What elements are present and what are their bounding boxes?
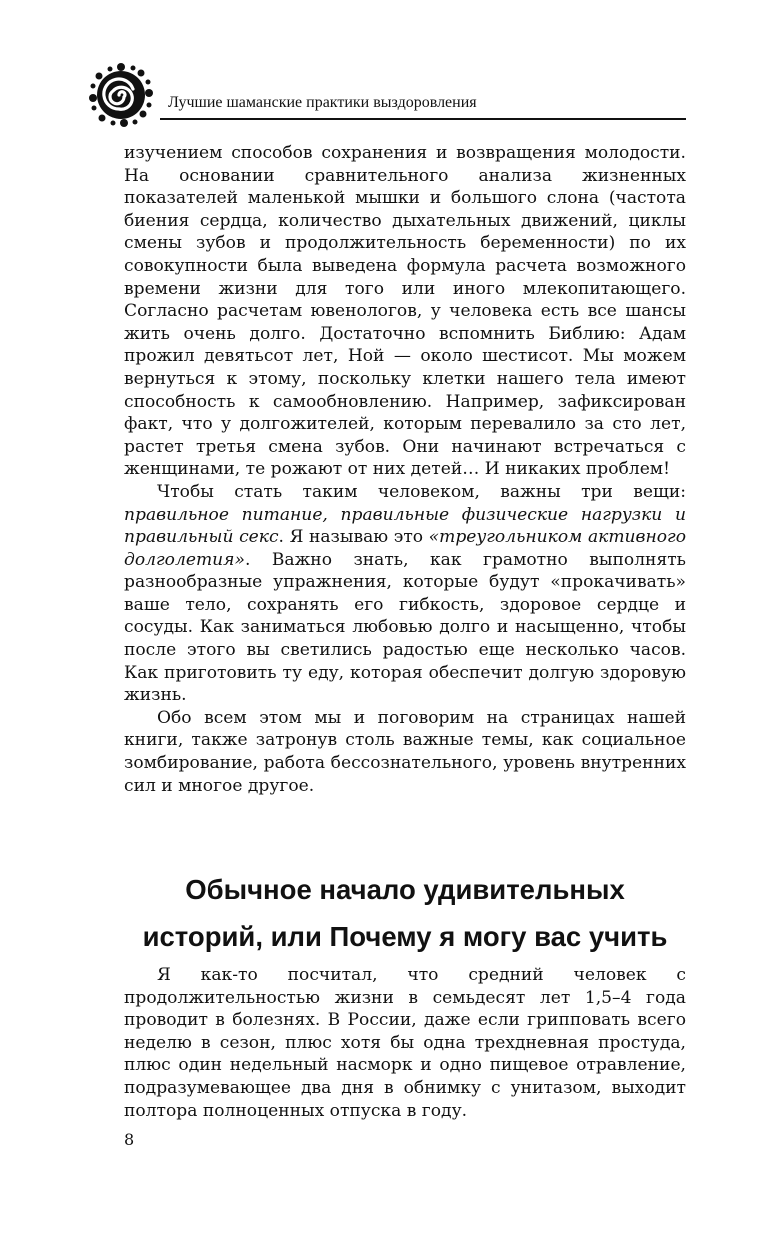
paragraph bbox=[124, 707, 686, 797]
text-run: Чтобы стать таким человеком, важны три вещи: bbox=[157, 481, 686, 502]
emphasis-text: правильное питание, правильные физические нагрузки и правильный секс bbox=[124, 504, 686, 548]
running-head: Лучшие шаманские практики выздоровления bbox=[168, 94, 477, 111]
text-run: изучением способов сохранения и возвращения молодости. На основании сравнительного анализа жизненных показателей маленькой мышки и большого слона (частота биения сердца, количество дыхательных движений, циклы смены зубов и продолжительность беременности) по их совокупности была выведена формула расчета возможного времени жизни для того или иного млекопитающего. Согласно расчетам ювенологов, у человека есть все шансы жить очень долго. Достаточно вспомнить Библию: Адам прожил девятьсот лет, Ной — около шестисот. Мы можем вернуться к этому, поскольку клетки нашего тела имеют способность к самообновлению. Например, зафиксирован факт, что у долгожителей, которым перевалило за сто лет, растет третья смена зубов. Они начинают встречаться с женщинами, те рожают от них детей… И никаких проблем! bbox=[124, 143, 686, 480]
section-body-text bbox=[124, 964, 686, 1122]
page-number: 8 bbox=[124, 1130, 135, 1149]
paragraph bbox=[124, 964, 686, 1122]
paragraph bbox=[124, 142, 686, 481]
paragraph bbox=[124, 481, 686, 707]
header-divider bbox=[160, 118, 686, 120]
text-run: . Важно знать, как грамотно выполнять разнообразные упражнения, которые будут «прокачивать» ваше тело, сохранять его гибкость, здоровое сердце и сосуды. Как заниматься любовью долго и насыщенно, чтобы после этого вы светились радостью еще несколько часов. Как приготовить ту еду, которая обеспечит долгую здоровую жизнь. bbox=[124, 549, 686, 706]
text-run: . Я называю это bbox=[278, 527, 429, 548]
spiral-sun-icon bbox=[88, 62, 154, 128]
body-text bbox=[124, 142, 686, 797]
emphasis-text: «треугольником активного долголетия» bbox=[124, 527, 686, 570]
text-run: Я как-то посчитал, что средний человек с продолжительностью жизни в семьдесят лет 1,5–4 года проводит в болезнях. В России, даже если грипповать всего неделю в сезон, плюс хотя бы одна трехдневная простуда, плюс один недельный насморк и одно пищевое отравление, подразумевающее два дня в обнимку с унитазом, выходит полтора полноценных отпуска в году. bbox=[124, 965, 686, 1121]
text-run: Обо всем этом мы и поговорим на страницах нашей книги, также затронув столь важные темы, как социальное зомбирование, работа бессознательного, уровень внутренних сил и многое другое. bbox=[124, 707, 686, 796]
section-heading: Обычное начало удивительных историй, или Почему я могу вас учить bbox=[142, 874, 668, 952]
